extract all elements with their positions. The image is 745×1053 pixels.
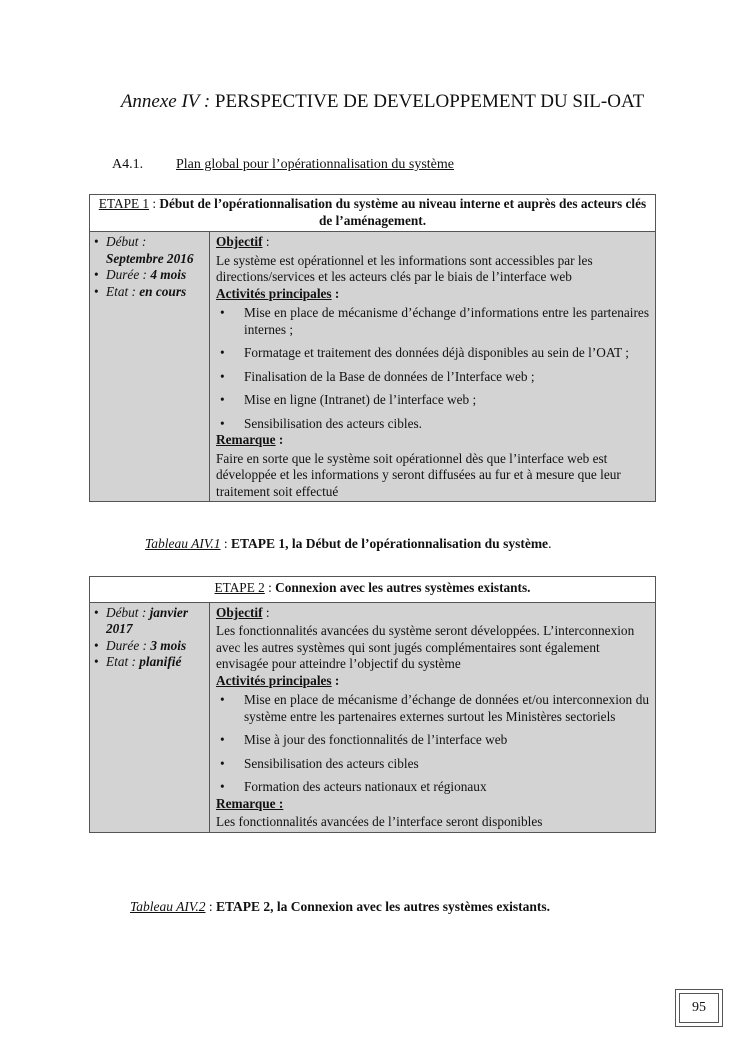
etape-1-body (210, 232, 656, 502)
etape-1-meta (90, 232, 210, 502)
etape-2-activites-heading: Activités principales : (216, 672, 340, 688)
etape-2-caption: Tableau AIV.2 : ETAPE 2, la Connexion avec les autres systèmes existants. (130, 899, 551, 914)
page-number-box (675, 989, 723, 1027)
annex-title (110, 86, 655, 118)
list-item: • Finalisation de la Base de données de l’Interface web ; (216, 369, 649, 386)
etape-1-etat: • Etat : en cours (92, 284, 207, 301)
etape-2-meta (90, 602, 210, 832)
etape-1-activites-list (216, 305, 649, 432)
list-item: • Formation des acteurs nationaux et régionaux (216, 779, 649, 796)
etape-1-debut: • Début : Septembre 2016 (92, 234, 207, 267)
etape-2-duree: • Durée : 3 mois (92, 638, 207, 655)
etape-1-heading: Début de l’opérationnalisation du système au niveau interne et auprès des acteurs clés de l’aménagement. (159, 196, 647, 228)
etape-1-activites-heading: Activités principales : (216, 285, 340, 301)
etape-1-objectif-heading: Objectif : (216, 234, 270, 249)
list-item: • Mise à jour des fonctionnalités de l’interface web (216, 732, 649, 749)
etape-1-table (89, 194, 656, 502)
page-number: 95 (679, 993, 719, 1023)
etape-1-header: ETAPE 1 : Début de l’opérationnalisation du système au niveau interne et auprès des acteurs clés de l’aménagement. (90, 195, 656, 232)
list-item: • Mise en place de mécanisme d’échange d’informations entre les partenaires internes ; (216, 305, 649, 338)
list-item: • Sensibilisation des acteurs cibles. (216, 416, 649, 433)
list-item: • Formatage et traitement des données déjà disponibles au sein de l’OAT ; (216, 345, 649, 362)
etape-1-label: ETAPE 1 (98, 196, 150, 211)
etape-1-objectif-text: Le système est opérationnel et les informations sont accessibles par les directions/services et les acteurs clés par le biais de l’interface web (216, 252, 593, 284)
etape-2-table (89, 576, 656, 833)
list-item: • Sensibilisation des acteurs cibles (216, 756, 649, 773)
etape-2-objectif-heading: Objectif : (216, 604, 270, 620)
etape-2-etat: • Etat : planifié (92, 654, 207, 671)
annex-title-prefix: Annexe IV : (120, 91, 211, 112)
etape-1-caption: Tableau AIV.1 : ETAPE 1, la Début de l’opérationnalisation du système. (145, 536, 552, 551)
etape-2-objectif-text: Les fonctionnalités avancées du système seront développées. L’interconnexion avec les autres systèmes qui sont jugés complémentaires sont également envisagée pour atteindre l’objectif du système (216, 623, 635, 671)
annex-title-main: PERSPECTIVE DE DEVELOPPEMENT DU SIL-OAT (210, 91, 645, 112)
etape-2-label: ETAPE 2 (214, 580, 265, 595)
section-number: A4.1. (112, 157, 144, 172)
etape-1-duree: • Durée : 4 mois (92, 267, 207, 284)
etape-2-header: ETAPE 2 : Connexion avec les autres systèmes existants. (90, 577, 656, 603)
etape-1-remarque-text: Faire en sorte que le système soit opérationnel dès que l’interface web est développée et les informations y seront diffusées au fur et à mesure que leur traitement soit effectué (216, 450, 621, 499)
list-item: • Mise en ligne (Intranet) de l’interface web ; (216, 392, 649, 409)
etape-2-activites-list (216, 692, 649, 796)
etape-2-heading: Connexion avec les autres systèmes existants. (275, 580, 531, 595)
etape-2-debut: • Début : janvier 2017 (92, 605, 207, 638)
section-heading (112, 157, 454, 173)
etape-2-body (210, 602, 656, 832)
etape-1-remarque-heading: Remarque : (216, 432, 284, 447)
list-item: • Mise en place de mécanisme d’échange de données et/ou interconnexion du système entre les partenaires externes surtout les Ministères sectoriels (216, 692, 649, 725)
section-label: Plan global pour l’opérationnalisation du système (176, 157, 455, 172)
etape-2-remarque-heading: Remarque : (216, 795, 284, 811)
etape-2-remarque-text: Les fonctionnalités avancées de l’interface seront disponibles (216, 814, 543, 829)
